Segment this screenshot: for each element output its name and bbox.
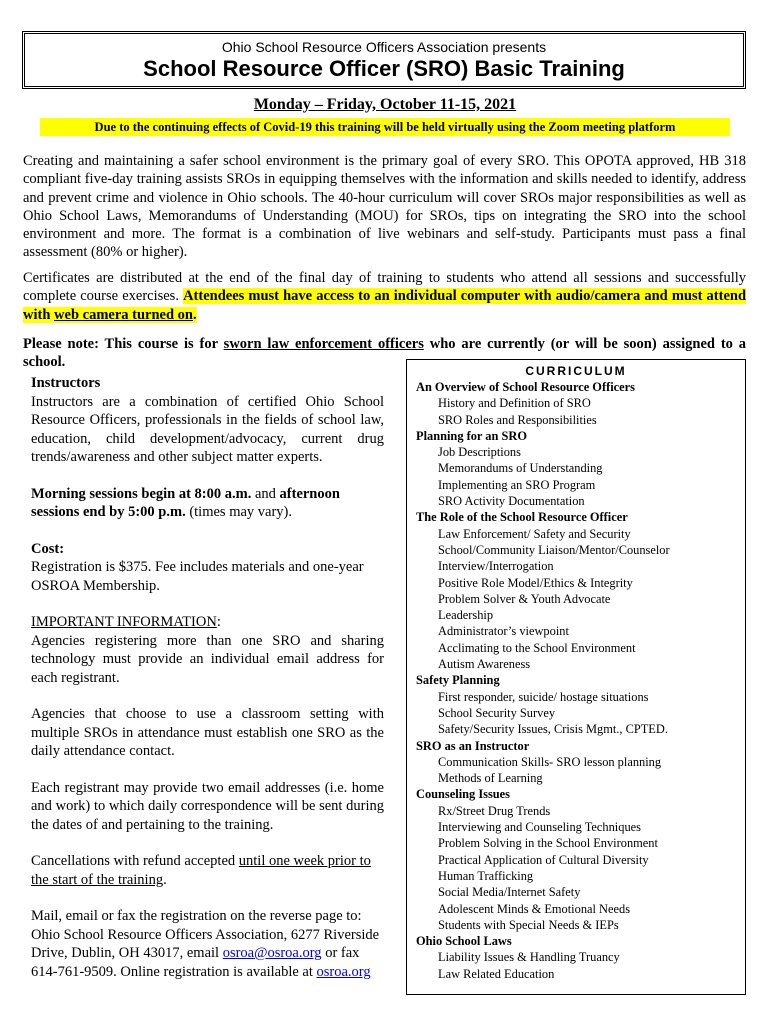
training-dates: Monday – Friday, October 11-15, 2021 <box>253 96 517 113</box>
curriculum-item: Safety/Security Issues, Crisis Mgmt., CPTED. <box>438 722 668 737</box>
webcam-requirement: web camera turned on <box>54 306 193 323</box>
classroom-section: Agencies that choose to use a classroom setting with multiple SROs in attendance must establish one SRO as the daily attendance contact. <box>31 706 384 759</box>
info-column <box>31 374 384 981</box>
curriculum-item: Leadership <box>438 608 494 623</box>
important-section <box>31 613 384 687</box>
curriculum-list <box>407 379 745 982</box>
curriculum-item: Law Enforcement/ Safety and Security <box>438 526 631 541</box>
curriculum-section: Planning for an SRO <box>416 428 527 443</box>
curriculum-item: Law Related Education <box>438 966 555 981</box>
cancel-prefix: Cancellations with refund accepted <box>31 853 236 869</box>
cost-text: Registration is $375. Fee includes materials and one-year OSROA Membership. <box>31 559 364 594</box>
covid-notice: Due to the continuing effects of Covid-19 this training will be held virtually using the Zoom meeting platform <box>40 118 730 136</box>
curriculum-section: SRO as an Instructor <box>416 738 530 753</box>
cancellation-section <box>31 852 384 889</box>
curriculum-item: Adolescent Minds & Emotional Needs <box>438 901 631 916</box>
curriculum-item: Implementing an SRO Program <box>438 477 596 492</box>
instructors-heading: Instructors <box>31 375 101 391</box>
email-link[interactable]: osroa@osroa.org <box>222 945 322 961</box>
cost-section <box>31 540 384 596</box>
curriculum-item: Students with Special Needs & IEPs <box>438 917 619 932</box>
curriculum-item: Social Media/Internet Safety <box>438 885 581 900</box>
curriculum-item: Positive Role Model/Ethics & Integrity <box>438 575 633 590</box>
curriculum-item: Memorandums of Understanding <box>438 461 603 476</box>
curriculum-box <box>406 359 746 995</box>
curriculum-item: School Security Survey <box>438 705 556 720</box>
instructors-section <box>31 374 384 467</box>
curriculum-section: An Overview of School Resource Officers <box>416 380 635 394</box>
curriculum-section: Counseling Issues <box>416 787 510 802</box>
note-underlined: sworn law enforcement officers <box>223 336 424 352</box>
morning-session: Morning sessions begin at 8:00 a.m. <box>31 485 252 502</box>
mail-text: Mail, email or fax the registration on the reverse page to: Ohio School Resource Officers Association, 6277 Riverside Drive, Dublin, OH 43017, email <box>31 908 380 961</box>
header-box <box>22 31 746 89</box>
requirement-text: Attendees must have access to an individual computer with audio/camera and must attend with <box>23 288 747 323</box>
curriculum-item: Problem Solver & Youth Advocate <box>438 591 611 606</box>
curriculum-item: SRO Roles and Responsibilities <box>438 412 597 427</box>
curriculum-section: The Role of the School Resource Officer <box>416 510 628 525</box>
certificates-text: Certificates are distributed at the end of the final day of training to students who attend all sessions and successfully complete course exercises. <box>23 270 746 305</box>
curriculum-item: Human Trafficking <box>438 868 534 883</box>
curriculum-item: Liability Issues & Handling Truancy <box>438 950 620 965</box>
sessions-section <box>31 485 384 522</box>
curriculum-item: SRO Activity Documentation <box>438 494 585 509</box>
curriculum-section: Safety Planning <box>416 673 500 688</box>
curriculum-item: Practical Application of Cultural Diversity <box>438 852 649 867</box>
important-heading: IMPORTANT INFORMATION <box>31 614 217 630</box>
curriculum-item: Autism Awareness <box>438 657 531 672</box>
cancel-suffix: . <box>163 871 167 888</box>
curriculum-item: First responder, suicide/ hostage situations <box>438 689 649 704</box>
curriculum-item: Communication Skills- SRO lesson planning <box>438 754 662 769</box>
curriculum-item: Interviewing and Counseling Techniques <box>438 820 641 835</box>
curriculum-item: Job Descriptions <box>438 445 521 460</box>
website-link[interactable]: osroa.org <box>316 963 371 980</box>
note-prefix: Please note: This course is for <box>23 336 218 352</box>
curriculum-title: CURRICULUM <box>525 364 627 378</box>
afternoon-session: afternoon sessions end by 5:00 p.m. <box>31 485 340 520</box>
sessions-and: and <box>254 485 276 502</box>
cancel-deadline: until one week prior to the start of the training <box>31 853 371 888</box>
curriculum-item: History and Definition of SRO <box>438 396 591 411</box>
sessions-note: (times may vary). <box>189 504 293 520</box>
curriculum-item: Acclimating to the School Environment <box>438 640 636 655</box>
curriculum-item: Problem Solving in the School Environment <box>438 836 658 851</box>
curriculum-item: Rx/Street Drug Trends <box>438 803 551 818</box>
cost-heading: Cost: <box>31 540 65 557</box>
mail-section <box>31 907 384 981</box>
curriculum-section: Ohio School Laws <box>416 934 512 949</box>
note-suffix: who are currently (or will be soon) assigned to a school. <box>23 336 747 371</box>
instructors-text: Instructors are a combination of certified Ohio School Resource Officers, professionals in the fields of school law, education, child development/advocacy, current drug trends/awareness and other subject matter experts. <box>31 393 384 465</box>
presenter-line: Ohio School Resource Officers Association presents <box>221 39 547 55</box>
important-text-1: Agencies registering more than one SRO and sharing technology must provide an individual email address for each registrant. <box>31 632 384 686</box>
fax-text: or fax 614-761-9509. Online registration is available at <box>31 945 360 980</box>
email-section: Each registrant may provide two email addresses (i.e. home and work) to which daily correspondence will be sent during the dates of and pertaining to the training. <box>31 779 384 833</box>
certificates-paragraph <box>23 269 746 324</box>
page-title: School Resource Officer (SRO) Basic Training <box>143 56 625 81</box>
curriculum-item: Methods of Learning <box>438 771 543 786</box>
curriculum-item: Interview/Interrogation <box>438 559 554 574</box>
intro-paragraph: Creating and maintaining a safer school environment is the primary goal of every SRO. This OPOTA approved, HB 318 compliant five-day training assists SROs in equipping themselves with the information and skills needed to identify, address and prevent crime and violence in Ohio schools. The 40-hour curriculum will cover SROs major responsibilities as well as Ohio School Laws, Memorandums of Understanding (MOU) for SROs, tips on integrating the SRO into the school environment and more. The format is a combination of live webinars and self-study. Participants must pass a final assessment (80% or higher). <box>23 153 746 261</box>
requirement-end: . <box>192 306 197 323</box>
curriculum-item: School/Community Liaison/Mentor/Counselor <box>438 542 670 557</box>
curriculum-item: Administrator’s viewpoint <box>438 624 569 639</box>
important-colon: : <box>216 614 221 630</box>
